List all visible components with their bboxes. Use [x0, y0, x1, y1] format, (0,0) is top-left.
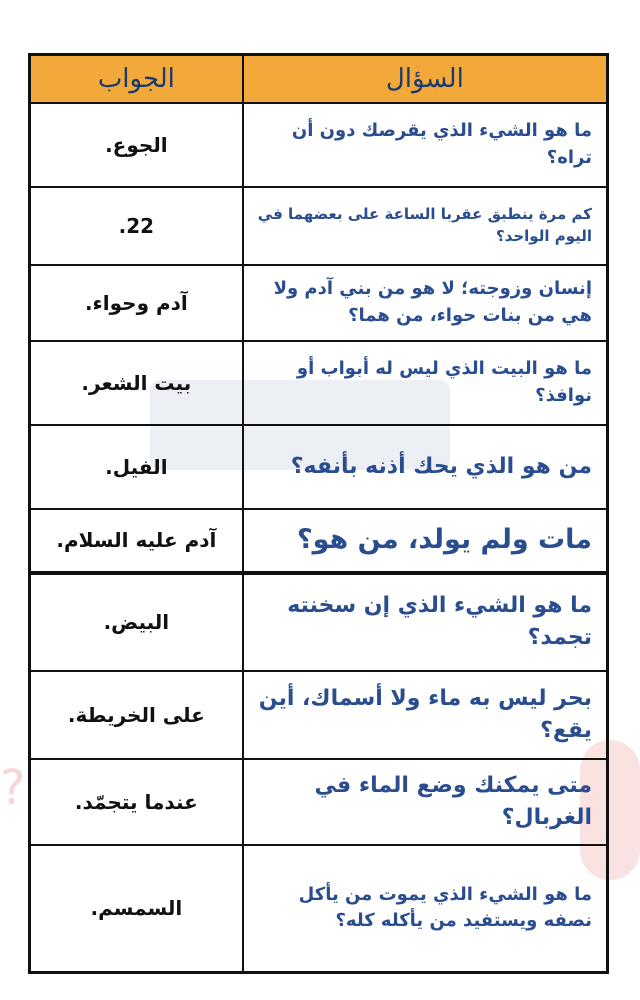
table-row: [30, 573, 608, 671]
table-row: [30, 509, 608, 573]
question-cell: إنسان وزوجته؛ لا هو من بني آدم ولا هي من بنات حواء، من هما؟: [243, 265, 608, 341]
question-cell: كم مرة ينطبق عقربا الساعة على بعضهما في اليوم الواحد؟: [243, 187, 608, 265]
question-cell: من هو الذي يحك أذنه بأنفه؟: [243, 425, 608, 509]
answer-cell: بيت الشعر.: [30, 341, 243, 425]
answer-cell: عندما يتجمّد.: [30, 759, 243, 845]
table-row: [30, 187, 608, 265]
question-cell: ما هو الشيء الذي إن سخنته تجمد؟: [243, 573, 608, 671]
question-cell: ما هو البيت الذي ليس له أبواب أو نوافذ؟: [243, 341, 608, 425]
answer-cell: آدم وحواء.: [30, 265, 243, 341]
question-cell: مات ولم يولد، من هو؟: [243, 509, 608, 573]
question-cell: متى يمكنك وضع الماء في الغربال؟: [243, 759, 608, 845]
answer-cell: 22.: [30, 187, 243, 265]
table-row: [30, 341, 608, 425]
question-cell: بحر ليس به ماء ولا أسماك، أين يقع؟: [243, 671, 608, 759]
riddles-table: [28, 53, 609, 974]
answer-cell: البيض.: [30, 573, 243, 671]
question-mark-decoration-icon: ?: [0, 760, 26, 816]
table-header-row: [30, 55, 608, 103]
table-row: [30, 671, 608, 759]
answer-cell: الجوع.: [30, 103, 243, 187]
question-cell: ما هو الشيء الذي يموت من يأكل نصفه ويستفيد من يأكله كله؟: [243, 845, 608, 973]
answer-cell: السمسم.: [30, 845, 243, 973]
question-cell: ما هو الشيء الذي يقرصك دون أن تراه؟: [243, 103, 608, 187]
table-row: [30, 845, 608, 973]
table-row: [30, 425, 608, 509]
table-row: [30, 103, 608, 187]
answer-column-header: الجواب: [30, 55, 243, 103]
question-column-header: السؤال: [243, 55, 608, 103]
table-row: [30, 759, 608, 845]
answer-cell: الفيل.: [30, 425, 243, 509]
table-row: [30, 265, 608, 341]
answer-cell: على الخريطة.: [30, 671, 243, 759]
answer-cell: آدم عليه السلام.: [30, 509, 243, 573]
